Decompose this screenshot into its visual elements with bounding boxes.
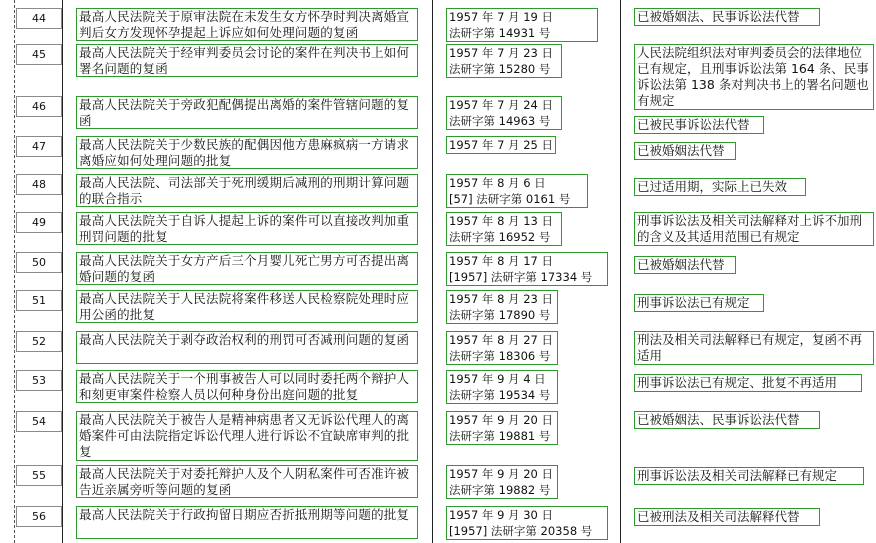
document-number: [57] 法研字第 0161 号 [449,192,571,206]
issue-date: 1957 年 9 月 20 日 [449,413,553,427]
row-number: 51 [16,290,62,311]
row-number: 56 [16,506,62,527]
document-title: 最高人民法院关于原审法院在未发生女方怀孕时判决离婚宣判后女方发现怀孕提起上诉应如何处理问题的复函 [76,8,418,41]
issue-reference [446,44,562,78]
row-number: 45 [16,44,62,65]
document-number: 法研字第 19881 号 [449,429,551,443]
validity-status: 刑事诉讼法及相关司法解释对上诉不加刑的含义及其适用范围已有规定 [634,212,874,246]
document-number: 法研字第 16952 号 [449,230,551,244]
issue-date: 1957 年 8 月 6 日 [449,176,546,190]
issue-date: 1957 年 8 月 23 日 [449,292,553,306]
validity-status: 已被婚姻法、民事诉讼法代替 [634,8,820,26]
issue-date: 1957 年 7 月 23 日 [449,46,553,60]
validity-status: 刑事诉讼法及相关司法解释已有规定 [634,467,864,485]
issue-reference [446,212,562,246]
document-number: 法研字第 17890 号 [449,308,551,322]
column-divider [62,0,63,543]
document-number: [1957] 法研字第 20358 号 [449,524,593,538]
issue-reference [446,174,588,208]
row-number: 50 [16,252,62,273]
row-number: 47 [16,136,62,157]
issue-date: 1957 年 8 月 17 日 [449,254,553,268]
document-number: 法研字第 18306 号 [449,349,551,363]
row-number: 52 [16,331,62,352]
issue-date: 1957 年 9 月 4 日 [449,372,546,386]
row-number: 54 [16,411,62,432]
issue-reference [446,465,558,499]
document-title: 最高人民法院关于对委托辩护人及个人阴私案件可否准许被告近亲属旁听等问题的复函 [76,465,418,498]
issue-reference [446,331,558,365]
document-number: [1957] 法研字第 17334 号 [449,270,593,284]
table-border-dashed [14,0,15,543]
document-title: 最高人民法院关于人民法院将案件移送人民检察院处理时应用公函的批复 [76,290,418,323]
issue-reference [446,136,556,154]
document-title: 最高人民法院、司法部关于死刑缓期后减刑的刑期计算问题的联合指示 [76,174,418,207]
document-title: 最高人民法院关于被告人是精神病患者又无诉讼代理人的离婚案件可由法院指定诉讼代理人进行诉讼不宜缺席审判的批复 [76,411,418,461]
validity-status: 已被婚姻法代替 [634,142,736,160]
column-divider [620,0,621,543]
validity-status: 刑事诉讼法已有规定、批复不再适用 [634,374,862,392]
issue-reference [446,96,562,130]
issue-date: 1957 年 7 月 24 日 [449,98,553,112]
column-divider [432,0,433,543]
document-number: 法研字第 19534 号 [449,388,551,402]
validity-status: 已被民事诉讼法代替 [634,116,764,134]
document-title: 最高人民法院关于旁政犯配偶提出离婚的案件管辖问题的复函 [76,96,418,129]
issue-date: 1957 年 9 月 20 日 [449,467,553,481]
document-title: 最高人民法院关于行政拘留日期应否折抵刑期等问题的批复 [76,506,418,539]
issue-date: 1957 年 8 月 13 日 [449,214,553,228]
document-number: 法研字第 14963 号 [449,114,551,128]
issue-date: 1957 年 7 月 19 日 [449,10,553,24]
row-number: 55 [16,465,62,486]
row-number: 44 [16,8,62,29]
document-title: 最高人民法院关于女方产后三个月婴儿死亡男方可否提出离婚问题的复函 [76,252,418,285]
document-title: 最高人民法院关于剥夺政治权利的刑罚可否减刑问题的复函 [76,331,418,364]
issue-reference [446,290,558,324]
validity-status: 刑事诉讼法已有规定 [634,294,764,312]
issue-reference [446,252,608,286]
validity-status: 已被刑法及相关司法解释代替 [634,508,820,526]
row-number: 53 [16,370,62,391]
validity-status: 刑法及相关司法解释已有规定，复函不再适用 [634,331,874,365]
document-title: 最高人民法院关于一个刑事被告人可以同时委托两个辩护人和刻更审案件检察人员以何种身份出庭问题的批复 [76,370,418,403]
document-number: 法研字第 14931 号 [449,26,551,40]
validity-status: 已被婚姻法、民事诉讼法代替 [634,411,820,429]
validity-status: 人民法院组织法对审判委员会的法律地位已有规定，且刑事诉讼法第 164 条、民事诉讼法第 138 条对判决书上的署名问题也有规定 [634,44,874,110]
issue-reference [446,8,598,42]
document-number: 法研字第 19882 号 [449,483,551,497]
document-number: 法研字第 15280 号 [449,62,551,76]
issue-date: 1957 年 8 月 27 日 [449,333,553,347]
issue-reference [446,411,558,445]
issue-date: 1957 年 9 月 30 日 [449,508,553,522]
issue-reference [446,370,558,404]
document-title: 最高人民法院关于经审判委员会讨论的案件在判决书上如何署名问题的复函 [76,44,418,77]
row-number: 49 [16,212,62,233]
issue-reference [446,506,608,540]
issue-date: 1957 年 7 月 25 日 [449,138,553,152]
document-title: 最高人民法院关于自诉人提起上诉的案件可以直接改判加重刑罚问题的批复 [76,212,418,245]
validity-status: 已过适用期，实际上已失效 [634,178,806,196]
row-number: 46 [16,96,62,117]
row-number: 48 [16,174,62,195]
validity-status: 已被婚姻法代替 [634,256,736,274]
document-title: 最高人民法院关于少数民族的配偶因他方患麻疯病一方请求离婚应如何处理问题的批复 [76,136,418,169]
